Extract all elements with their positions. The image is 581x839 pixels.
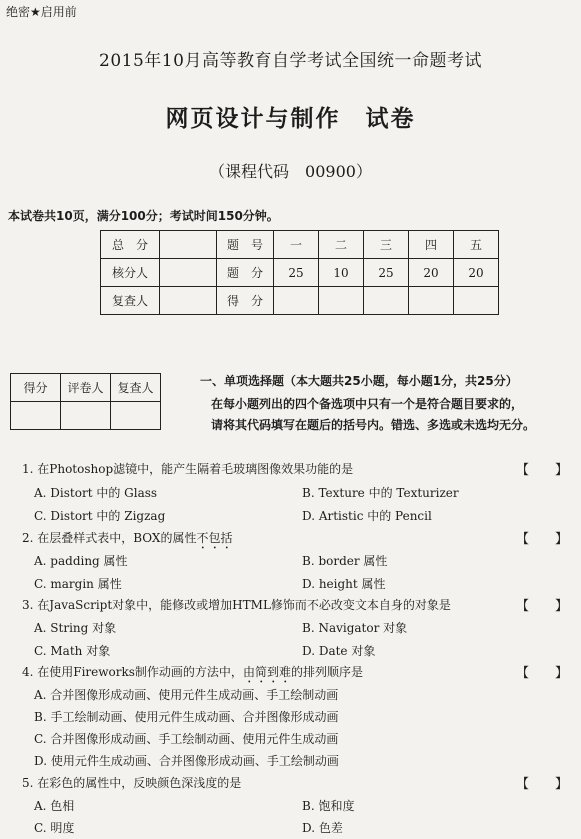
exam-notice: 本试卷共10页，满分100分；考试时间150分钟。 [8,209,279,223]
option-c: C. margin 属性 [34,577,122,591]
score-cell [160,231,217,259]
score-cell [409,287,454,315]
mid-label: 得 分 [217,287,274,315]
review-header: 复查人 [111,374,161,402]
option-b: B. 手工绘制动画、使用元件生成动画、合并图像形成动画 [34,710,339,724]
answer-bracket: 【 】 [516,777,569,792]
score-cell [274,287,319,315]
section-title: 一、单项选择题（本大题共25小题，每小题1分，共25分） [200,374,518,388]
question-points: 10 [319,259,364,287]
question-stem [22,529,233,552]
option-a: A. padding 属性 [34,554,128,568]
review-cell [111,402,161,430]
score-cell [160,259,217,287]
question-stem: 3. 在JavaScript对象中，能修改或增加HTML修饰而不必改变文本自身的对象是 [22,598,451,612]
answer-bracket: 【 】 [516,599,569,614]
option-a: A. Distort 中的 Glass [34,486,158,500]
review-cell [61,402,111,430]
question-number: 三 [364,231,409,259]
score-cell [364,287,409,315]
option-c: C. 合并图像形成动画、手工绘制动画、使用元件生成动画 [34,732,339,746]
score-cell [160,287,217,315]
score-cell [454,287,499,315]
stem-text: 的排列顺序是 [290,665,363,679]
option-c: C. 明度 [34,821,75,835]
option-a: A. String 对象 [34,621,117,635]
review-header: 评卷人 [61,374,111,402]
stem-text: 2. 在层叠样式表中，BOX的属性 [22,531,197,545]
row-label: 总 分 [101,231,160,259]
option-b: B. 饱和度 [302,799,355,813]
question-stem: 5. 在彩色的属性中，反映颜色深浅度的是 [22,776,242,790]
review-cell [11,402,61,430]
row-label: 核分人 [101,259,160,287]
emphasis-text: 不包括 [196,531,233,545]
question-stem: 1. 在Photoshop滤镜中，能产生隔着毛玻璃图像效果功能的是 [22,462,354,476]
option-b: B. Navigator 对象 [302,621,408,635]
score-table [100,230,499,315]
review-header: 得分 [11,374,61,402]
question-number: 一 [274,231,319,259]
question-number: 二 [319,231,364,259]
course-code: （课程代码 00900） [209,162,372,181]
question-stem [22,663,363,686]
stem-text: 4. 在使用Fireworks制作动画的方法中， [22,665,243,679]
option-d: D. height 属性 [302,577,386,591]
score-cell [319,287,364,315]
question-points: 25 [364,259,409,287]
option-c: C. Distort 中的 Zigzag [34,509,166,523]
section-instruction: 在每小题列出的四个备选项中只有一个是符合题目要求的， [211,397,524,411]
answer-bracket: 【 】 [516,463,569,478]
question-number: 五 [454,231,499,259]
option-a: A. 合并图像形成动画、使用元件生成动画、手工绘制动画 [34,688,339,702]
row-label: 复查人 [101,287,160,315]
question-points: 20 [454,259,499,287]
option-b: B. border 属性 [302,554,388,568]
secret-mark: 绝密★启用前 [6,5,77,19]
option-b: B. Texture 中的 Texturizer [302,486,459,500]
question-points: 20 [409,259,454,287]
section-instruction: 请将其代码填写在题后的括号内。错选、多选或未选均无分。 [211,418,536,432]
question-number: 四 [409,231,454,259]
option-c: C. Math 对象 [34,644,111,658]
option-a: A. 色相 [34,799,75,813]
paper-title: 网页设计与制作 试卷 [165,105,416,132]
mid-label: 题 号 [217,231,274,259]
answer-bracket: 【 】 [516,666,569,681]
answer-bracket: 【 】 [516,532,569,547]
option-d: D. Artistic 中的 Pencil [302,509,432,523]
option-d: D. 使用元件生成动画、合并图像形成动画、手工绘制动画 [34,754,339,768]
option-d: D. 色差 [302,821,343,835]
question-points: 25 [274,259,319,287]
emphasis-text: 由简到难 [242,665,291,679]
exam-title: 2015年10月高等教育自学考试全国统一命题考试 [99,51,482,71]
review-table [10,373,161,430]
mid-label: 题 分 [217,259,274,287]
option-d: D. Date 对象 [302,644,376,658]
